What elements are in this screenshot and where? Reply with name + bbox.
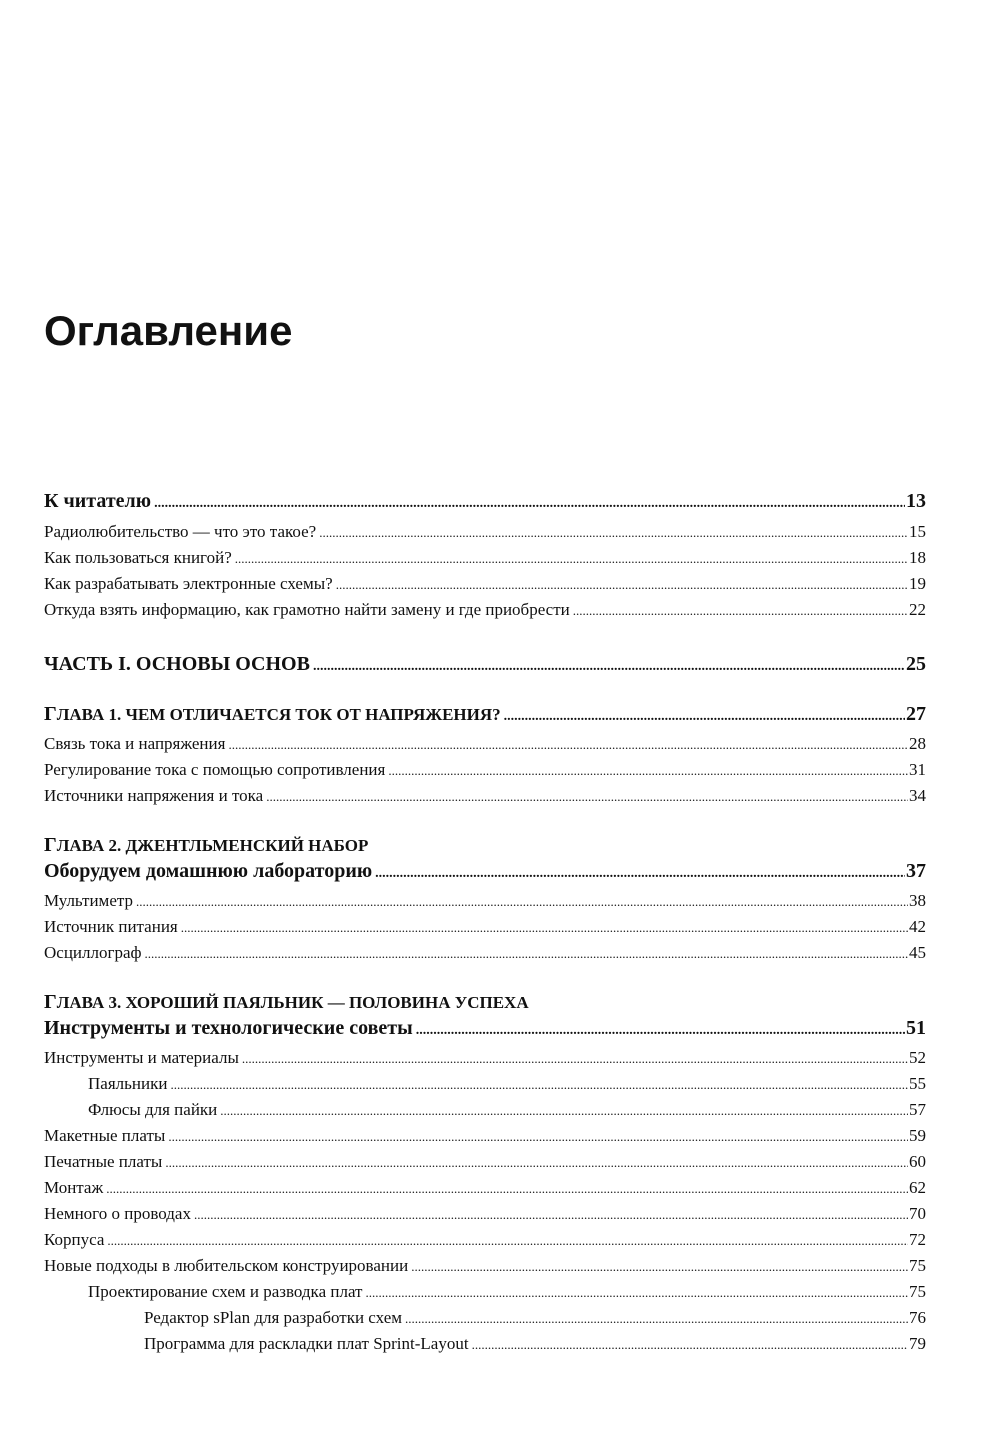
toc-entry-page: 51 — [906, 1017, 926, 1039]
toc-entry-title: Регулирование тока с помощью сопротивления — [44, 760, 386, 779]
toc-entry-page: 37 — [906, 860, 926, 882]
toc-leader-dots — [411, 1259, 908, 1275]
toc-entry-title: Макетные платы — [44, 1126, 166, 1145]
toc-entry-title: Мультиметр — [44, 891, 134, 910]
toc-leader-dots — [106, 1181, 908, 1197]
toc-entry[interactable] — [44, 943, 926, 963]
toc-entry-page: 62 — [909, 1178, 926, 1197]
toc-entry-title: Источники напряжения и тока — [44, 786, 264, 805]
toc-entry-title: Немного о проводах — [44, 1204, 191, 1223]
toc-entry-title: К читателю — [44, 490, 152, 512]
toc-entry-page: 31 — [909, 760, 926, 779]
toc-entry[interactable] — [44, 1204, 926, 1224]
toc-entry-page: 25 — [906, 653, 926, 675]
toc-leader-dots — [228, 737, 908, 753]
toc-entry-title: Инструменты и материалы — [44, 1048, 239, 1067]
toc-entry-page: 28 — [909, 734, 926, 753]
page-title: Оглавление — [44, 307, 293, 354]
toc-leader-dots — [266, 789, 908, 805]
toc-leader-dots — [416, 1023, 905, 1039]
toc-entry[interactable] — [44, 600, 926, 620]
toc-entry-title: Корпуса — [44, 1230, 105, 1249]
toc-leader-dots — [220, 1103, 908, 1119]
toc-leader-dots — [242, 1051, 908, 1067]
toc-entry-page: 76 — [909, 1308, 926, 1327]
toc-entry-title: Радиолюбительство — что это такое? — [44, 522, 317, 541]
toc-entry[interactable] — [44, 1048, 926, 1068]
toc-leader-dots — [170, 1077, 908, 1093]
toc-leader-dots — [235, 551, 908, 567]
toc-entry-chapter[interactable] — [44, 860, 926, 883]
toc-entry-intro[interactable] — [44, 490, 926, 513]
toc-entry-part[interactable] — [44, 653, 926, 676]
toc-entry-page: 79 — [909, 1334, 926, 1353]
toc-entry[interactable] — [44, 917, 926, 937]
toc-entry-page: 75 — [909, 1282, 926, 1301]
toc-entry-page: 34 — [909, 786, 926, 805]
toc-entry[interactable] — [44, 574, 926, 594]
toc-entry-title: ЧАСТЬ I. ОСНОВЫ ОСНОВ — [44, 653, 310, 675]
toc-leader-dots — [136, 894, 908, 910]
toc-entry-title: Оборудуем домашнюю лабораторию — [44, 860, 373, 882]
toc-entry[interactable] — [44, 1152, 926, 1172]
toc-entry[interactable] — [44, 548, 926, 568]
toc-entry-page: 55 — [909, 1074, 926, 1093]
toc-entry-page: 15 — [909, 522, 926, 541]
toc-entry-page: 59 — [909, 1126, 926, 1145]
toc-entry-title: Инструменты и технологические советы — [44, 1017, 413, 1039]
toc-entry[interactable] — [144, 1334, 926, 1354]
toc-leader-dots — [405, 1311, 908, 1327]
toc-entry-title: Паяльники — [88, 1074, 168, 1093]
toc-entry-chapter[interactable] — [44, 1017, 926, 1040]
toc-entry-title: Источник питания — [44, 917, 178, 936]
toc-leader-dots — [375, 866, 905, 882]
toc-entry[interactable] — [88, 1282, 926, 1302]
toc-entry[interactable] — [44, 1126, 926, 1146]
toc-entry-title: ГЛАВА 1. ЧЕМ ОТЛИЧАЕТСЯ ТОК ОТ НАПРЯЖЕНИЯ? — [44, 703, 501, 725]
toc-leader-dots — [107, 1233, 908, 1249]
toc-entry[interactable] — [44, 522, 926, 542]
toc-leader-dots — [145, 946, 908, 962]
toc-entry-page: 52 — [909, 1048, 926, 1067]
toc-entry-page: 70 — [909, 1204, 926, 1223]
toc-entry[interactable] — [144, 1308, 926, 1328]
toc-entry-page: 60 — [909, 1152, 926, 1171]
toc-entry[interactable] — [44, 734, 926, 754]
toc-leader-dots — [313, 659, 905, 675]
toc-leader-dots — [388, 763, 908, 779]
toc-entry[interactable] — [44, 1230, 926, 1250]
toc-leader-dots — [336, 577, 908, 593]
toc-entry-title: Новые подходы в любительском конструировании — [44, 1256, 409, 1275]
toc-entry-page: 19 — [909, 574, 926, 593]
toc-leader-dots — [365, 1285, 908, 1301]
toc-entry-page: 42 — [909, 917, 926, 936]
toc-entry-title: Редактор sPlan для разработки схем — [144, 1308, 402, 1327]
toc-entry-title: Флюсы для пайки — [88, 1100, 218, 1119]
toc-entry-page: 45 — [909, 943, 926, 962]
toc-entry-title: Как разрабатывать электронные схемы? — [44, 574, 333, 593]
toc-leader-dots — [165, 1155, 908, 1171]
toc-entry-page: 22 — [909, 600, 926, 619]
toc-entry-title: Связь тока и напряжения — [44, 734, 226, 753]
toc-entry-chapter[interactable] — [44, 703, 926, 726]
toc-entry[interactable] — [44, 1256, 926, 1276]
toc-entry-page: 38 — [909, 891, 926, 910]
toc-entry[interactable] — [44, 760, 926, 780]
toc-entry[interactable] — [44, 1178, 926, 1198]
toc-entry-page: 13 — [906, 490, 926, 512]
toc-leader-dots — [472, 1337, 908, 1353]
toc-entry-title: Монтаж — [44, 1178, 104, 1197]
toc-chapter-heading: ГЛАВА 3. ХОРОШИЙ ПАЯЛЬНИК — ПОЛОВИНА УСПЕХА — [44, 991, 529, 1013]
toc-entry-title: Откуда взять информацию, как грамотно найти замену и где приобрести — [44, 600, 570, 619]
toc-entry-page: 72 — [909, 1230, 926, 1249]
toc-entry[interactable] — [44, 786, 926, 806]
toc-leader-dots — [181, 920, 908, 936]
toc-entry[interactable] — [88, 1100, 926, 1120]
toc-entry-page: 18 — [909, 548, 926, 567]
toc-entry-title: Как пользоваться книгой? — [44, 548, 232, 567]
toc-entry-title: Печатные платы — [44, 1152, 163, 1171]
toc-entry-page: 27 — [906, 703, 926, 725]
toc-entry-title: Программа для раскладки плат Sprint-Layout — [144, 1334, 469, 1353]
toc-entry-title: Осциллограф — [44, 943, 142, 962]
toc-entry-page: 57 — [909, 1100, 926, 1119]
toc-entry-page: 75 — [909, 1256, 926, 1275]
toc-leader-dots — [504, 709, 905, 725]
toc-leader-dots — [319, 525, 908, 541]
toc-leader-dots — [194, 1207, 908, 1223]
toc-leader-dots — [573, 603, 908, 619]
toc-chapter-heading: ГЛАВА 2. ДЖЕНТЛЬМЕНСКИЙ НАБОР — [44, 834, 369, 856]
toc-entry-title: Проектирование схем и разводка плат — [88, 1282, 363, 1301]
toc-entry[interactable] — [88, 1074, 926, 1094]
toc-leader-dots — [154, 496, 905, 512]
toc-entry[interactable] — [44, 891, 926, 911]
toc-leader-dots — [168, 1129, 908, 1145]
